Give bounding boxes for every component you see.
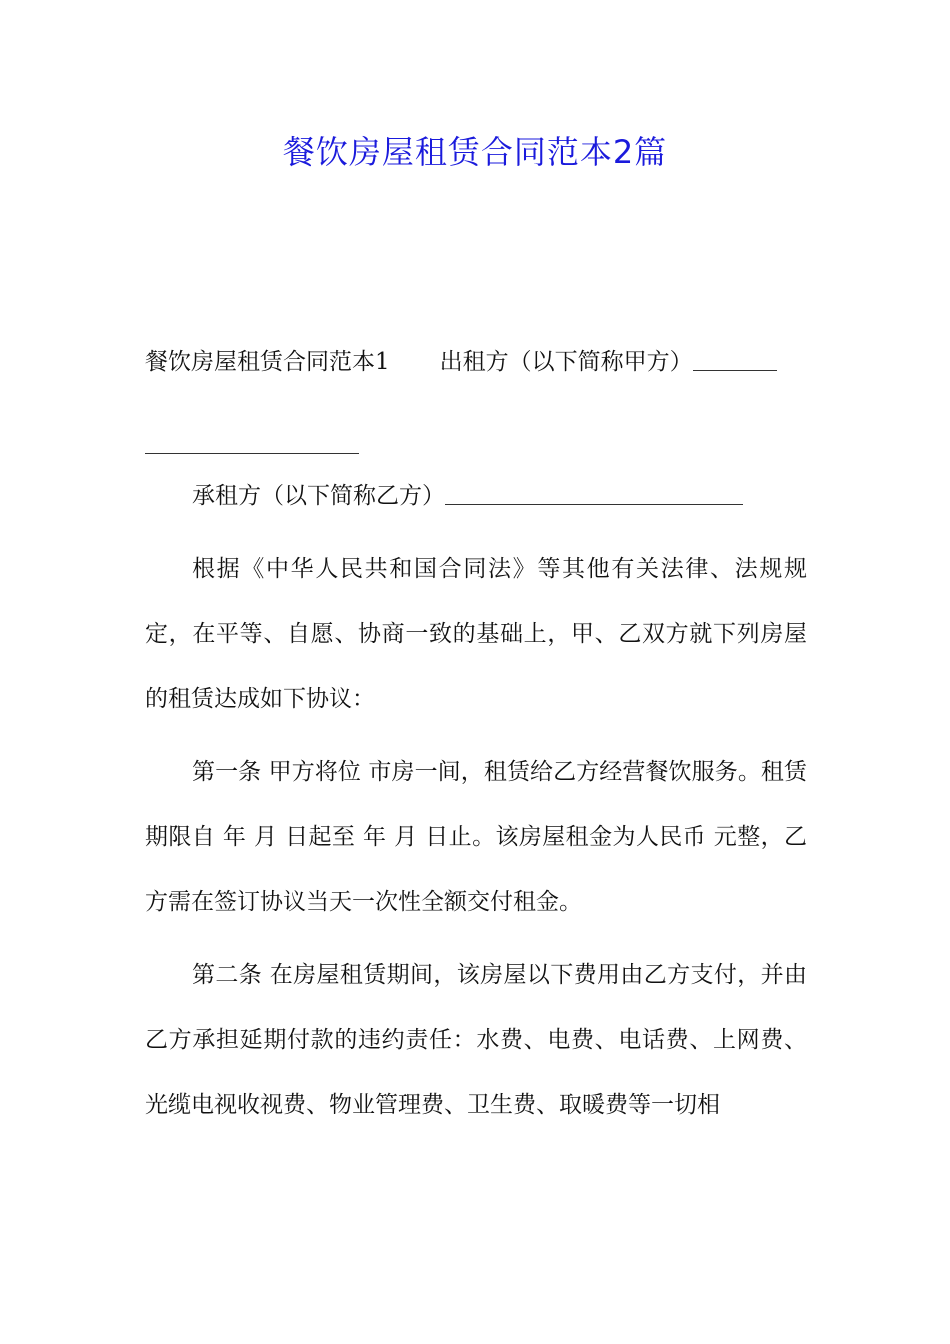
section-heading: 餐饮房屋租赁合同范本1: [145, 349, 390, 375]
lessee-line: [145, 464, 807, 529]
lessor-label: 出租方（以下简称甲方）: [439, 349, 693, 375]
document-title: 餐饮房屋租赁合同范本2篇: [282, 133, 668, 171]
lessee-blank: [445, 478, 743, 505]
paragraph-article-1: 第一条 甲方将位 市房一间，租赁给乙方经营餐饮服务。租赁期限自 年 月 日起至 年 月 日止。该房屋租金为人民币 元整，乙方需在签订协议当天一次性全额交付租金。: [145, 759, 807, 915]
lessor-blank: [693, 344, 777, 371]
paragraph-article-2: 第二条 在房屋租赁期间，该房屋以下费用由乙方支付，并由乙方承担延期付款的违约责任：水费、电费、电话费、上网费、光缆电视收视费、物业管理费、卫生费、取暖费等一切相: [145, 962, 807, 1118]
lessor-blank-continued: [145, 403, 359, 454]
paragraph-legal-basis: 根据《中华人民共和国合同法》等其他有关法律、法规规定，在平等、自愿、协商一致的基础上，甲、乙双方就下列房屋的租赁达成如下协议：: [145, 556, 807, 712]
lessee-label: 承租方（以下简称乙方）: [192, 483, 445, 509]
document-body: [145, 330, 807, 1146]
opening-line: [145, 330, 807, 395]
